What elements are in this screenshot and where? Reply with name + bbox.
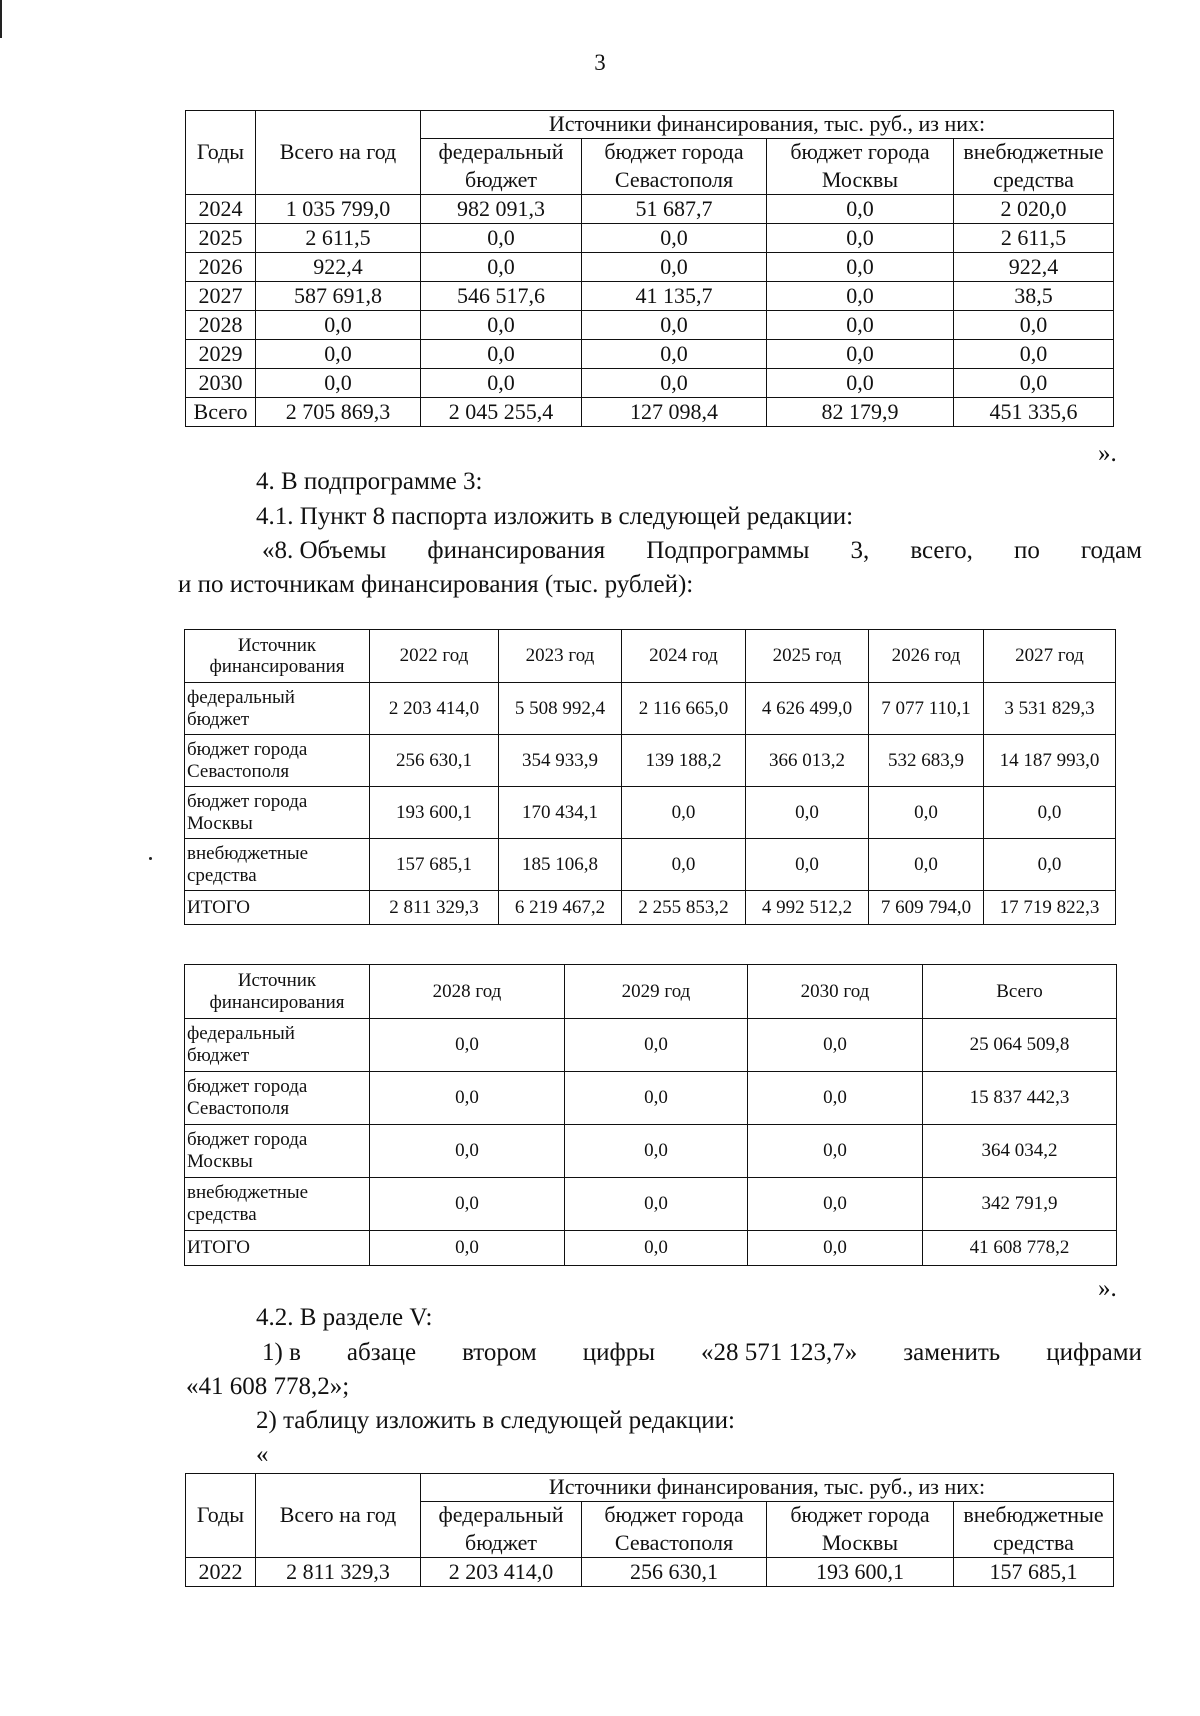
table-row (185, 1178, 1117, 1231)
word: цифрами (1046, 1339, 1142, 1366)
cell: 0,0 (256, 340, 421, 369)
cell: 41 608 778,2 (923, 1231, 1117, 1266)
cell: 0,0 (954, 369, 1114, 398)
cell: 2022 (186, 1558, 256, 1587)
header-extra-l1: внебюджетные (954, 139, 1114, 167)
cell: 0,0 (256, 369, 421, 398)
cell: 0,0 (256, 311, 421, 340)
cell: 0,0 (767, 340, 954, 369)
row-label-l1: бюджет города (187, 1129, 308, 1151)
header-sevastopol-l1: бюджет города (582, 1502, 767, 1530)
table-row (186, 1558, 1114, 1587)
closing-quote: ». (1098, 440, 1117, 467)
paragraph-4-1: 4.1. Пункт 8 паспорта изложить в следующей редакции: (256, 503, 854, 530)
row-label-l2: Севастополя (187, 1098, 290, 1119)
row-label-l1: бюджет города (187, 790, 308, 812)
sources-table-2022-2027 (184, 629, 1116, 925)
row-label-l1: внебюджетные (187, 842, 309, 864)
row-label-l2: Севастополя (187, 760, 290, 782)
cell: 139 188,2 (622, 735, 746, 787)
cell: 7 077 110,1 (869, 683, 984, 735)
cell: 157 685,1 (954, 1558, 1114, 1587)
cell: 0,0 (421, 340, 582, 369)
header-sevastopol-l2: Севастополя (582, 167, 767, 195)
row-label (185, 683, 370, 735)
cell: 2027 (186, 282, 256, 311)
table-row (185, 1019, 1117, 1072)
cell: 2 255 853,2 (622, 891, 746, 925)
paragraph-1-line1 (262, 1339, 1142, 1367)
sources-table-2028-2030 (184, 964, 1117, 1266)
cell: 0,0 (582, 369, 767, 398)
cell: 0,0 (565, 1125, 748, 1178)
cell: 127 098,4 (582, 398, 767, 427)
header-source (185, 965, 370, 1019)
cell: 51 687,7 (582, 195, 767, 224)
header-federal-l2: бюджет (421, 167, 582, 195)
table-row (186, 311, 1114, 340)
cell: 0,0 (984, 839, 1116, 891)
cell: 0,0 (370, 1178, 565, 1231)
cell: 193 600,1 (370, 787, 499, 839)
cell: 2 020,0 (954, 195, 1114, 224)
cell: 0,0 (565, 1231, 748, 1266)
cell: 2 705 869,3 (256, 398, 421, 427)
cell: 0,0 (748, 1231, 923, 1266)
cell: 2024 (186, 195, 256, 224)
header-year: 2027 год (984, 630, 1116, 683)
paragraph-8-line1 (262, 537, 1142, 565)
cell: 82 179,9 (767, 398, 954, 427)
cell: 14 187 993,0 (984, 735, 1116, 787)
cell: 41 135,7 (582, 282, 767, 311)
cell: 7 609 794,0 (869, 891, 984, 925)
word: втором (462, 1339, 537, 1366)
row-label-l2: Москвы (187, 812, 253, 834)
header-source (185, 630, 370, 683)
paragraph-2: 2) таблицу изложить в следующей редакции: (256, 1407, 735, 1434)
cell: 0,0 (954, 340, 1114, 369)
word: цифры (582, 1339, 655, 1366)
cell: 0,0 (746, 839, 869, 891)
cell: 6 219 467,2 (499, 891, 622, 925)
cell: 982 091,3 (421, 195, 582, 224)
header-years: Годы (186, 111, 256, 195)
cell: 185 106,8 (499, 839, 622, 891)
table-row-total (185, 891, 1116, 925)
table-row-total (185, 1231, 1117, 1266)
cell: 354 933,9 (499, 735, 622, 787)
cell: 0,0 (421, 253, 582, 282)
row-label-l2: средства (187, 1204, 257, 1225)
cell: 0,0 (565, 1178, 748, 1231)
header-sources: Источники финансирования, тыс. руб., из них: (421, 1474, 1114, 1502)
cell: Всего (186, 398, 256, 427)
header-moscow-l2: Москвы (767, 1530, 954, 1558)
header-moscow-l2: Москвы (767, 167, 954, 195)
cell: 2030 (186, 369, 256, 398)
header-extra-l2: средства (954, 167, 1114, 195)
header-moscow-l1: бюджет города (767, 1502, 954, 1530)
word: «8. Объемы (262, 537, 387, 564)
row-label-l2: бюджет (187, 708, 250, 730)
cell: 0,0 (746, 787, 869, 839)
cell: 1 035 799,0 (256, 195, 421, 224)
header-source-l1: Источник (237, 970, 317, 992)
cell: 0,0 (954, 311, 1114, 340)
header-sources: Источники финансирования, тыс. руб., из них: (421, 111, 1114, 139)
cell: 15 837 442,3 (923, 1072, 1117, 1125)
header-source-l2: финансирования (209, 991, 345, 1013)
cell: 0,0 (565, 1019, 748, 1072)
row-label-l1: федеральный (187, 1023, 295, 1045)
table-row (186, 369, 1114, 398)
cell: 0,0 (582, 311, 767, 340)
cell: 0,0 (565, 1072, 748, 1125)
cell: 2 811 329,3 (370, 891, 499, 925)
header-source-l2: финансирования (209, 656, 345, 677)
cell: 0,0 (370, 1019, 565, 1072)
word: 1) в (262, 1339, 301, 1366)
cell: 4 992 512,2 (746, 891, 869, 925)
cell: 2 611,5 (954, 224, 1114, 253)
cell: 2028 (186, 311, 256, 340)
word: финансирования (427, 537, 606, 564)
table-row (185, 787, 1116, 839)
cell: 2029 (186, 340, 256, 369)
financing-table-top (185, 110, 1114, 427)
cell: 0,0 (869, 787, 984, 839)
cell: 0,0 (869, 839, 984, 891)
table-row (186, 340, 1114, 369)
cell: 364 034,2 (923, 1125, 1117, 1178)
paragraph-4-2: 4.2. В разделе V: (256, 1304, 433, 1331)
word: всего, (910, 537, 973, 564)
cell: 0,0 (421, 311, 582, 340)
header-year: 2028 год (370, 965, 565, 1019)
cell: 4 626 499,0 (746, 683, 869, 735)
cell: 38,5 (954, 282, 1114, 311)
header-year: 2029 год (565, 965, 748, 1019)
row-label-l1: федеральный (187, 686, 295, 708)
cell: 532 683,9 (869, 735, 984, 787)
row-label-l2: средства (187, 864, 257, 886)
paragraph-4: 4. В подпрограмме 3: (256, 468, 483, 495)
table-row (186, 224, 1114, 253)
page-number: 3 (594, 50, 606, 75)
cell: 0,0 (582, 224, 767, 253)
header-extra-l1: внебюджетные (954, 1502, 1114, 1530)
cell: 366 013,2 (746, 735, 869, 787)
row-label (185, 1125, 370, 1178)
word: заменить (903, 1339, 1001, 1366)
table-row (185, 1125, 1117, 1178)
header-total-year: Всего на год (256, 111, 421, 195)
header-year: 2022 год (370, 630, 499, 683)
cell: 0,0 (748, 1019, 923, 1072)
header-year: 2023 год (499, 630, 622, 683)
cell: 0,0 (622, 787, 746, 839)
row-label-l1: бюджет города (187, 738, 308, 760)
table-row (185, 839, 1116, 891)
word: «28 571 123,7» (700, 1339, 858, 1366)
table-row-total (186, 398, 1114, 427)
cell: 546 517,6 (421, 282, 582, 311)
cell: 2 045 255,4 (421, 398, 582, 427)
row-label (185, 839, 370, 891)
cell: 170 434,1 (499, 787, 622, 839)
cell: 2026 (186, 253, 256, 282)
header-year: 2030 год (748, 965, 923, 1019)
row-label (185, 1019, 370, 1072)
row-label (185, 787, 370, 839)
scan-edge-mark (0, 0, 2, 38)
word: по (1013, 537, 1040, 564)
cell: 0,0 (984, 787, 1116, 839)
scan-dot (149, 857, 152, 860)
cell: 0,0 (370, 1125, 565, 1178)
header-federal-l1: федеральный (421, 1502, 582, 1530)
word: абзаце (346, 1339, 417, 1366)
cell: 256 630,1 (370, 735, 499, 787)
cell: 587 691,8 (256, 282, 421, 311)
header-sevastopol-l1: бюджет города (582, 139, 767, 167)
cell: 0,0 (767, 311, 954, 340)
cell: 0,0 (370, 1231, 565, 1266)
cell: 0,0 (421, 369, 582, 398)
row-label-l2: Москвы (187, 1151, 253, 1172)
cell: 2025 (186, 224, 256, 253)
closing-quote: ». (1098, 1275, 1117, 1302)
header-sevastopol-l2: Севастополя (582, 1530, 767, 1558)
paragraph-8-line2: и по источникам финансирования (тыс. рублей): (178, 571, 694, 598)
row-label: ИТОГО (185, 891, 370, 925)
cell: 0,0 (370, 1072, 565, 1125)
header-year: 2025 год (746, 630, 869, 683)
table-row (186, 195, 1114, 224)
header-moscow-l1: бюджет города (767, 139, 954, 167)
cell: 0,0 (582, 340, 767, 369)
table-row (185, 1072, 1117, 1125)
cell: 451 335,6 (954, 398, 1114, 427)
cell: 0,0 (622, 839, 746, 891)
cell: 0,0 (748, 1178, 923, 1231)
cell: 0,0 (767, 369, 954, 398)
financing-table-bottom (185, 1473, 1114, 1587)
cell: 17 719 822,3 (984, 891, 1116, 925)
row-label (185, 735, 370, 787)
row-label: ИТОГО (185, 1231, 370, 1266)
cell: 5 508 992,4 (499, 683, 622, 735)
cell: 256 630,1 (582, 1558, 767, 1587)
cell: 342 791,9 (923, 1178, 1117, 1231)
cell: 922,4 (256, 253, 421, 282)
cell: 2 203 414,0 (421, 1558, 582, 1587)
row-label-l1: внебюджетные (187, 1182, 309, 1204)
row-label (185, 1178, 370, 1231)
opening-quote: « (256, 1441, 269, 1468)
header-source-l1: Источник (237, 634, 317, 656)
cell: 2 611,5 (256, 224, 421, 253)
cell: 922,4 (954, 253, 1114, 282)
header-year: 2024 год (622, 630, 746, 683)
table-row (185, 735, 1116, 787)
paragraph-1-line2: «41 608 778,2»; (186, 1373, 350, 1400)
cell: 2 811 329,3 (256, 1558, 421, 1587)
cell: 2 203 414,0 (370, 683, 499, 735)
row-label (185, 1072, 370, 1125)
header-year: 2026 год (869, 630, 984, 683)
header-federal-l1: федеральный (421, 139, 582, 167)
cell: 0,0 (767, 224, 954, 253)
cell: 25 064 509,8 (923, 1019, 1117, 1072)
row-label-l2: бюджет (187, 1045, 250, 1066)
table-row (186, 253, 1114, 282)
table-row (186, 282, 1114, 311)
cell: 3 531 829,3 (984, 683, 1116, 735)
word: годам (1080, 537, 1142, 564)
cell: 0,0 (767, 253, 954, 282)
cell: 0,0 (582, 253, 767, 282)
word: Подпрограммы (646, 537, 810, 564)
cell: 2 116 665,0 (622, 683, 746, 735)
header-extra-l2: средства (954, 1530, 1114, 1558)
cell: 0,0 (767, 195, 954, 224)
word: 3, (850, 537, 870, 564)
cell: 0,0 (748, 1125, 923, 1178)
cell: 0,0 (421, 224, 582, 253)
cell: 0,0 (748, 1072, 923, 1125)
header-federal-l2: бюджет (421, 1530, 582, 1558)
header-total-year: Всего на год (256, 1474, 421, 1558)
row-label-l1: бюджет города (187, 1076, 308, 1098)
header-total: Всего (923, 965, 1117, 1019)
table-row (185, 683, 1116, 735)
cell: 193 600,1 (767, 1558, 954, 1587)
header-years: Годы (186, 1474, 256, 1558)
cell: 0,0 (767, 282, 954, 311)
cell: 157 685,1 (370, 839, 499, 891)
